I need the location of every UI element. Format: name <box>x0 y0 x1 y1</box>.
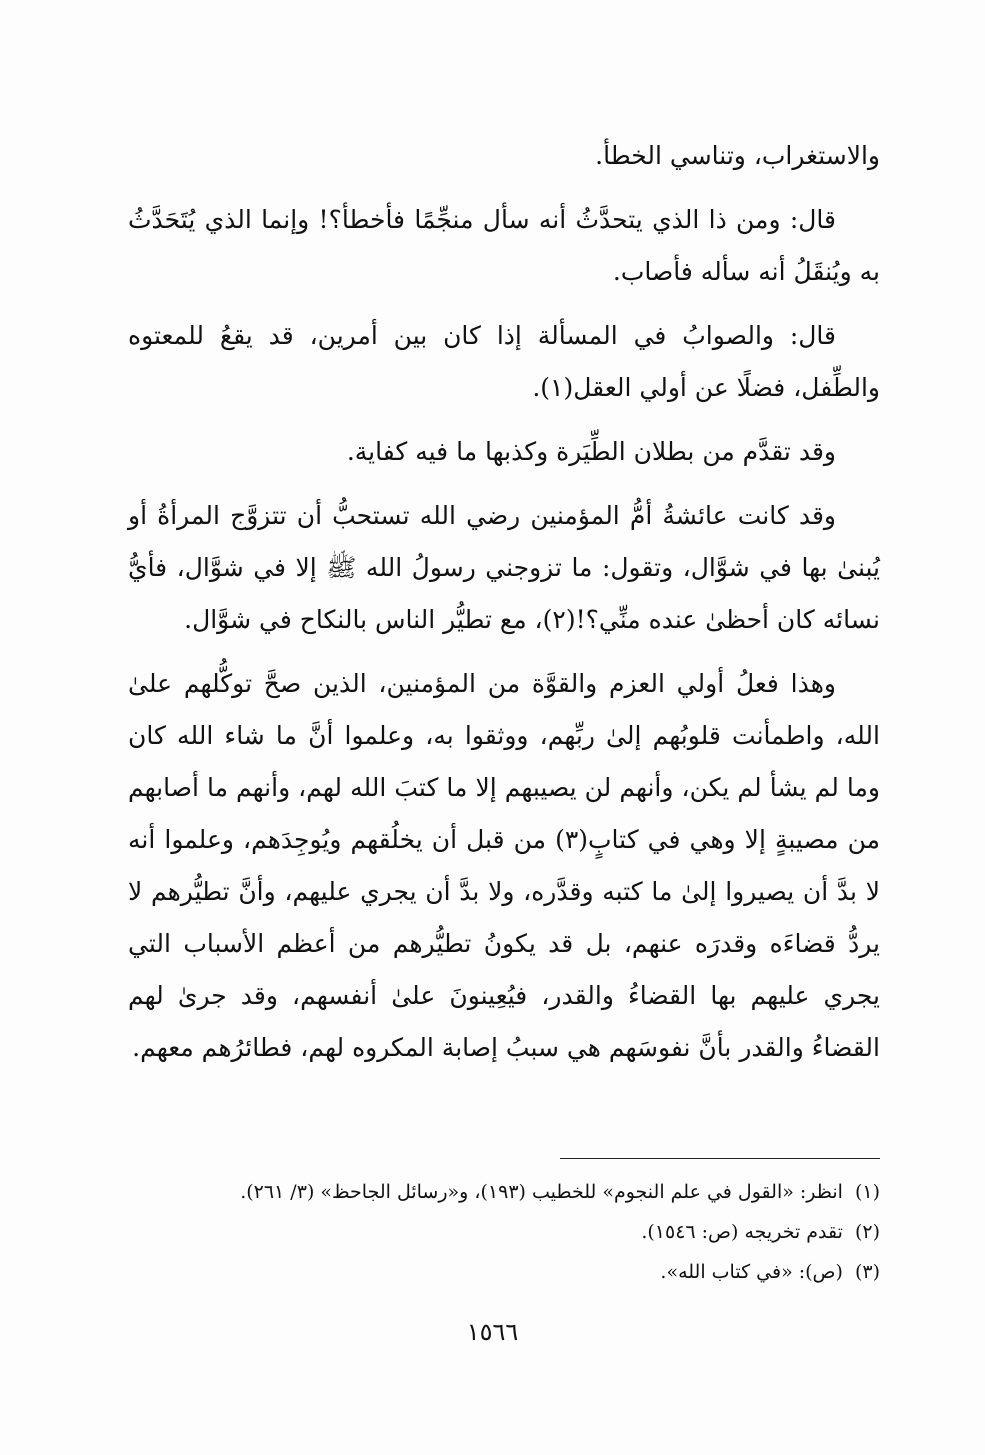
footnote-2 <box>128 1212 880 1252</box>
footnote-text: انظر: «القول في علم النجوم» للخطيب (١٩٣)، و«رسائل الجاحظ» (٣/ ٢٦١). <box>240 1181 843 1203</box>
paragraph-2: قال: ومن ذا الذي يتحدَّثُ أنه سأل منجِّمًا فأخطأ؟! وإنما الذي يُتَحَدَّثُ به ويُنقَلُ أنه سأله فأصاب. <box>128 205 880 286</box>
footnote-number: (١) <box>854 1181 880 1203</box>
footnote-number: (٣) <box>854 1261 880 1283</box>
paragraph-5: وقد كانت عائشةُ أمُّ المؤمنين رضي الله تستحبُّ أن تتزوَّج المرأةُ أو يُبنىٰ بها في شوَّال، وتقول: ما تزوجني رسولُ الله ﷺ إلا في شوَّال، فأيُّ نسائه كان أحظىٰ عنده منِّي؟!(٢)، مع تطيُّر الناس بالنكاح في شوَّال. <box>128 501 880 634</box>
main-text <box>128 130 880 1074</box>
footnote-divider <box>560 1158 880 1159</box>
paragraph-1: والاستغراب، وتناسي الخطأ. <box>595 141 880 170</box>
footnote-number: (٢) <box>854 1221 880 1243</box>
footnote-3 <box>128 1252 880 1292</box>
footnotes <box>128 1172 880 1292</box>
footnote-1 <box>128 1172 880 1212</box>
page-number: ١٥٦٦ <box>466 1318 519 1346</box>
paragraph-4: وقد تقدَّم من بطلان الطِّيَرة وكذبها ما فيه كفاية. <box>346 437 836 466</box>
footnote-text: (ص): «في كتاب الله». <box>660 1261 843 1283</box>
paragraph-3: قال: والصوابُ في المسألة إذا كان بين أمرين، قد يقعُ للمعتوه والطِّفل، فضلًا عن أولي العقل(١). <box>128 321 880 402</box>
footnote-text: تقدم تخريجه (ص: ١٥٤٦). <box>641 1221 843 1243</box>
paragraph-6: وهذا فعلُ أولي العزم والقوَّة من المؤمنين، الذين صحَّ توكُّلهم علىٰ الله، واطمأنت قلوبُهم إلىٰ ربِّهم، ووثقوا به، وعلموا أنَّ ما شاء الله كان وما لم يشأ لم يكن، وأنهم لن يصيبهم إلا ما كتبَ الله لهم، وأنهم ما أصابهم من مصيبةٍ إلا وهي في كتابٍ(٣) من قبل أن يخلُقهم ويُوجِدَهم، وعلموا أنه لا بدَّ أن يصيروا إلىٰ ما كتبه وقدَّره، ولا بدَّ أن يجري عليهم، وأنَّ تطيُّرهم لا يردُّ قضاءَه وقدرَه عنهم، بل قد يكونُ تطيُّرهم من أعظم الأسباب التي يجري عليهم بها القضاءُ والقدر، فيُعِينونَ علىٰ أنفسهم، وقد جرىٰ لهم القضاءُ والقدر بأنَّ نفوسَهم هي سببُ إصابة المكروه لهم، فطائرُهم معهم. <box>128 669 880 1062</box>
